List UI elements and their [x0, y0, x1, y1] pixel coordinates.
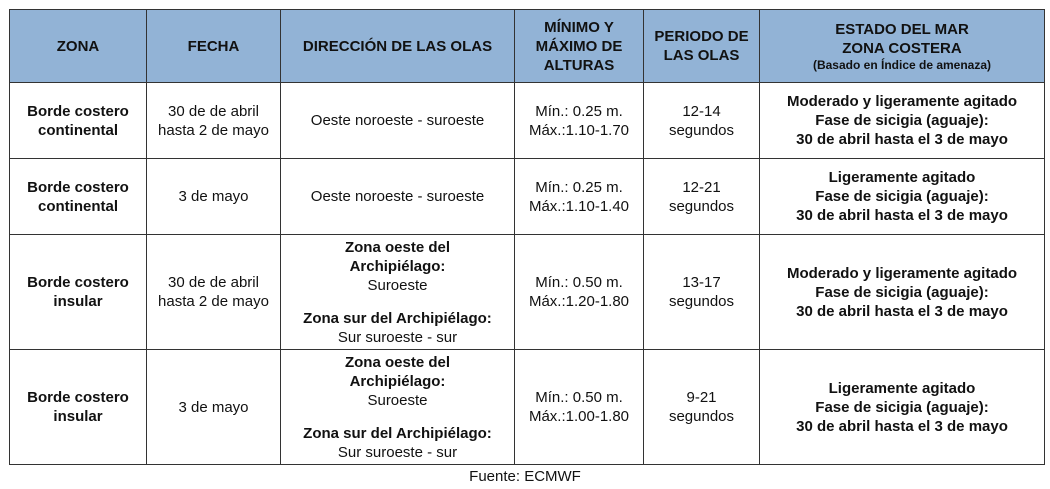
zona-oeste-title-2: Archipiélago:: [349, 257, 446, 275]
table-row: [10, 83, 1045, 159]
altura-min: Mín.: 0.50 m.: [535, 389, 623, 406]
altura-min: Mín.: 0.50 m.: [535, 274, 623, 291]
spacer: [285, 410, 510, 424]
header-minmax-line-2: MÁXIMO DE: [535, 37, 623, 55]
zona-sur-title: Zona sur del Archipiélago:: [303, 309, 492, 327]
altura-min: Mín.: 0.25 m.: [535, 178, 623, 196]
header-min-max-alturas: [515, 10, 644, 83]
estado-line-1: Moderado y ligeramente agitado: [786, 264, 1018, 282]
cell-zona: [10, 83, 147, 159]
header-row: [10, 10, 1045, 83]
periodo-unit: segundos: [668, 293, 735, 310]
zona-sur-value: Sur suroeste - sur: [337, 328, 458, 346]
table-row: [10, 159, 1045, 235]
spacer: [285, 295, 510, 309]
fecha-line-1: 3 de mayo: [178, 188, 249, 205]
header-minmax-line-3: ALTURAS: [543, 56, 615, 74]
cell-alturas: [515, 350, 644, 465]
estado-line-3: 30 de abril hasta el 3 de mayo: [796, 207, 1008, 224]
cell-estado: [760, 83, 1045, 159]
zona-oeste-title-2: Archipiélago:: [349, 372, 446, 390]
fecha-line-1: 30 de de abril: [168, 274, 259, 291]
estado-line-1: Moderado y ligeramente agitado: [786, 93, 1018, 110]
estado-line-3: 30 de abril hasta el 3 de mayo: [796, 302, 1008, 320]
cell-estado: [760, 159, 1045, 235]
header-minmax-line-1: MÍNIMO Y: [544, 18, 614, 36]
estado-line-2: Fase de sicigia (aguaje):: [815, 283, 989, 301]
direccion-text: Oeste noroeste - suroeste: [310, 188, 485, 205]
zona-line-2: insular: [53, 408, 103, 425]
header-estado-del-mar: [760, 10, 1045, 83]
source-caption: Fuente: ECMWF: [469, 468, 581, 485]
altura-min: Mín.: 0.25 m.: [535, 102, 623, 120]
direccion-text: Oeste noroeste - suroeste: [310, 112, 485, 129]
periodo-unit: segundos: [668, 408, 735, 425]
header-fecha: FECHA: [147, 10, 281, 83]
periodo-unit: segundos: [668, 121, 735, 139]
header-periodo-line-2: LAS OLAS: [663, 47, 740, 64]
cell-direccion: [281, 350, 515, 465]
table-row: [10, 350, 1045, 465]
cell-alturas: [515, 235, 644, 350]
cell-zona: [10, 159, 147, 235]
cell-direccion: [281, 83, 515, 159]
zona-sur-value: Sur suroeste - sur: [337, 443, 458, 461]
estado-line-3: 30 de abril hasta el 3 de mayo: [796, 131, 1008, 148]
header-direccion: DIRECCIÓN DE LAS OLAS: [281, 10, 515, 83]
cell-estado: [760, 350, 1045, 465]
header-periodo-line-1: PERIODO DE: [654, 28, 749, 45]
zona-oeste-title-1: Zona oeste del: [344, 353, 451, 371]
altura-max: Máx.:1.10-1.70: [528, 121, 630, 139]
zona-line-1: Borde costero: [27, 102, 129, 120]
cell-alturas: [515, 83, 644, 159]
altura-max: Máx.:1.10-1.40: [528, 197, 630, 215]
periodo-range: 13-17: [682, 274, 721, 291]
cell-fecha: [147, 235, 281, 350]
header-zona: ZONA: [10, 10, 147, 83]
zona-line-2: continental: [37, 197, 118, 215]
cell-periodo: [644, 235, 760, 350]
sea-state-forecast-table: [9, 9, 1045, 465]
estado-line-2: Fase de sicigia (aguaje):: [815, 188, 989, 205]
zona-sur-title: Zona sur del Archipiélago:: [303, 424, 492, 442]
cell-periodo: [644, 350, 760, 465]
table-row: [10, 235, 1045, 350]
header-estado-line-2: ZONA COSTERA: [842, 40, 962, 57]
zona-line-1: Borde costero: [27, 389, 129, 406]
header-estado-subtitle: (Basado en Índice de amenaza): [812, 58, 992, 72]
cell-fecha: [147, 159, 281, 235]
cell-fecha: [147, 350, 281, 465]
cell-fecha: [147, 83, 281, 159]
periodo-unit: segundos: [668, 197, 735, 215]
cell-zona: [10, 350, 147, 465]
cell-alturas: [515, 159, 644, 235]
zona-oeste-title-1: Zona oeste del: [344, 238, 451, 256]
estado-line-2: Fase de sicigia (aguaje):: [815, 112, 989, 129]
cell-direccion: [281, 159, 515, 235]
zona-line-1: Borde costero: [27, 178, 129, 196]
fecha-line-2: hasta 2 de mayo: [158, 293, 269, 310]
periodo-range: 12-14: [682, 102, 721, 120]
periodo-range: 12-21: [682, 178, 721, 196]
altura-max: Máx.:1.00-1.80: [528, 408, 630, 425]
periodo-range: 9-21: [686, 389, 717, 406]
cell-periodo: [644, 83, 760, 159]
cell-direccion: [281, 235, 515, 350]
zona-line-2: insular: [53, 293, 103, 310]
cell-estado: [760, 235, 1045, 350]
estado-line-1: Ligeramente agitado: [828, 379, 976, 397]
zona-oeste-value: Suroeste: [367, 391, 428, 409]
estado-line-2: Fase de sicigia (aguaje):: [815, 398, 989, 416]
zona-oeste-value: Suroeste: [367, 276, 428, 294]
cell-periodo: [644, 159, 760, 235]
altura-max: Máx.:1.20-1.80: [528, 293, 630, 310]
fecha-line-1: 3 de mayo: [178, 398, 249, 416]
zona-line-1: Borde costero: [27, 274, 129, 291]
estado-line-1: Ligeramente agitado: [828, 169, 976, 186]
cell-zona: [10, 235, 147, 350]
estado-line-3: 30 de abril hasta el 3 de mayo: [796, 417, 1008, 435]
fecha-line-2: hasta 2 de mayo: [158, 121, 269, 139]
fecha-line-1: 30 de de abril: [168, 102, 259, 120]
header-estado-line-1: ESTADO DEL MAR: [835, 21, 969, 38]
header-periodo: [644, 10, 760, 83]
zona-line-2: continental: [37, 121, 118, 139]
